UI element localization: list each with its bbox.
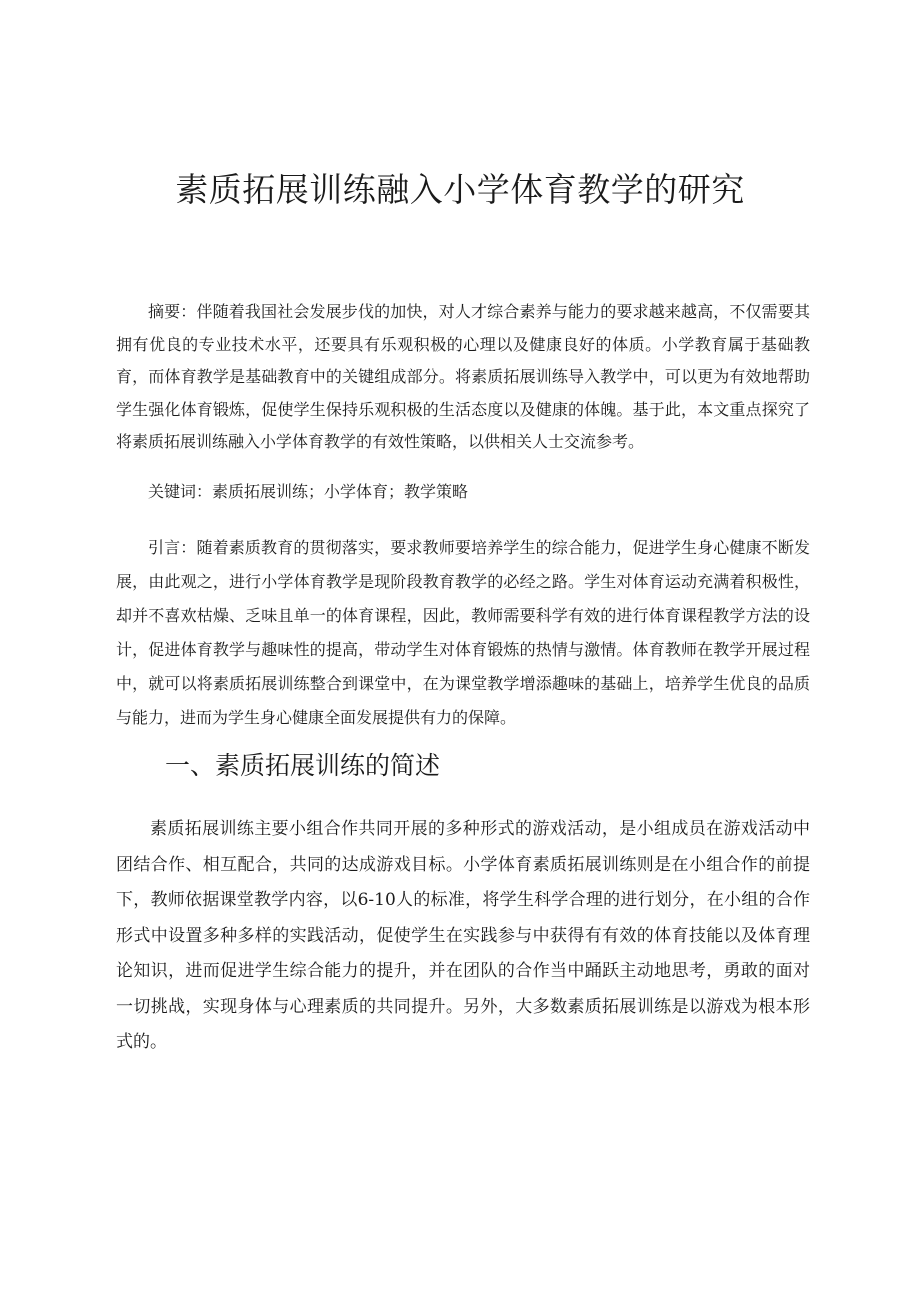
section-paragraph: 素质拓展训练主要小组合作共同开展的多种形式的游戏活动，是小组成员在游戏活动中团结合作、相互配合，共同的达成游戏目标。小学体育素质拓展训练则是在小组合作的前提下，教师依据课堂教学内容，以6-10人的标准，将学生科学合理的进行划分，在小组的合作形式中设置多种多样的实践活动，促使学生在实践参与中获得有有效的体育技能以及体育理论知识，进而促进学生综合能力的提升，并在团队的合作当中踊跃主动地思考，勇敢的面对一切挑战，实现身体与心理素质的共同提升。另外，大多数素质拓展训练是以游戏为根本形式的。 xyxy=(116,819,810,1052)
section-heading: 一、素质拓展训练的简述 xyxy=(165,751,441,780)
keywords-line: 关键词：素质拓展训练；小学体育；教学策略 xyxy=(148,482,469,501)
abstract-paragraph: 摘要：伴随着我国社会发展步伐的加快，对人才综合素养与能力的要求越来越高，不仅需要其拥有优良的专业技术水平，还要具有乐观积极的心理以及健康良好的体质。小学教育属于基础教育，而体育教学是基础教育中的关键组成部分。将素质拓展训练导入教学中，可以更为有效地帮助学生强化体育锻炼，促使学生保持乐观积极的生活态度以及健康的体魄。基于此，本文重点探究了将素质拓展训练融入小学体育教学的有效性策略，以供相关人士交流参考。 xyxy=(116,302,810,451)
introduction-paragraph: 引言：随着素质教育的贯彻落实，要求教师要培养学生的综合能力，促进学生身心健康不断发展，由此观之，进行小学体育教学是现阶段教育教学的必经之路。学生对体育运动充满着积极性，却并不喜欢枯燥、乏味且单一的体育课程，因此，教师需要科学有效的进行体育课程教学方法的设计，促进体育教学与趣味性的提高，带动学生对体育锻炼的热情与激情。体育教师在教学开展过程中，就可以将素质拓展训练整合到课堂中，在为课堂教学增添趣味的基础上，培养学生优良的品质与能力，进而为学生身心健康全面发展提供有力的保障。 xyxy=(116,538,810,727)
paper-title: 素质拓展训练融入小学体育教学的研究 xyxy=(175,170,745,209)
